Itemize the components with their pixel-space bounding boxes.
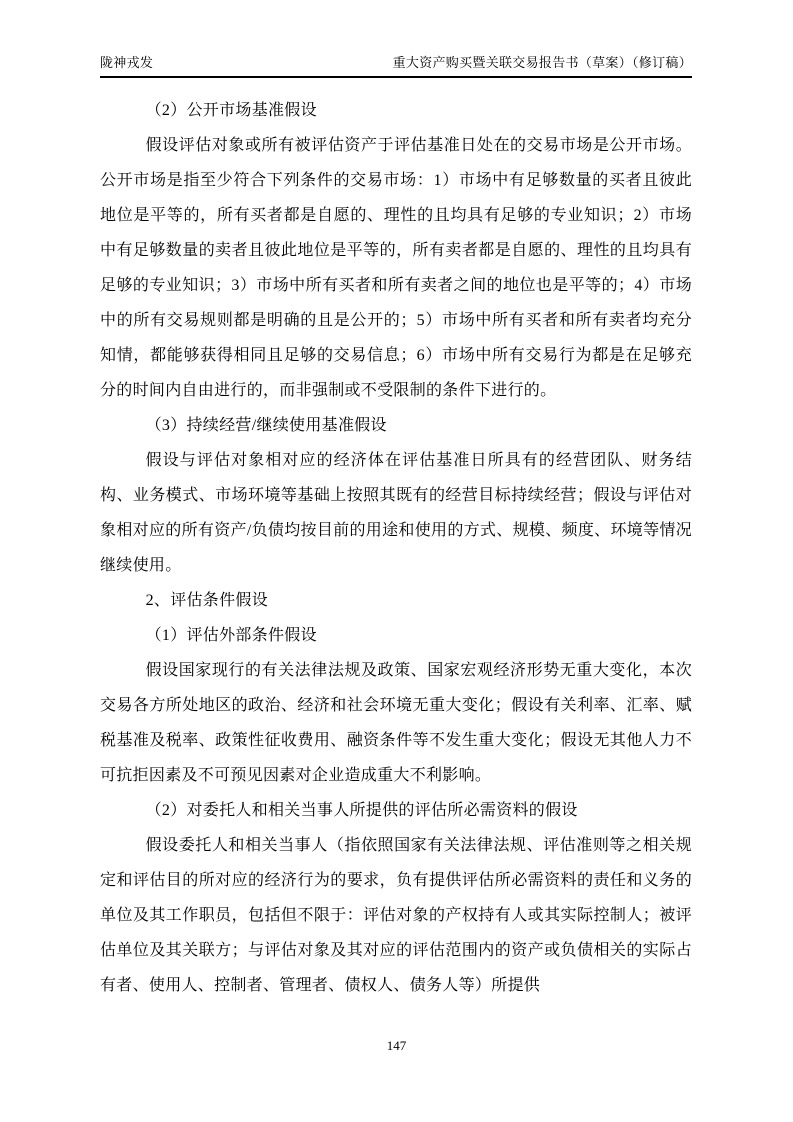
paragraph: 假设国家现行的有关法律法规及政策、国家宏观经济形势无重大变化，本次交易各方所处地区的政治、经济和社会环境无重大变化；假设有关利率、汇率、赋税基准及税率、政策性征收费用、融资条件等不发生重大变化；假设无其他人力不可抗拒因素及不可预见因素对企业造成重大不利影响。 [100, 662, 692, 784]
page-number: 147 [386, 1038, 407, 1053]
page-footer [0, 1038, 793, 1054]
header-company-name: 陇神戎发 [100, 55, 154, 70]
paragraph: 假设委托人和相关当事人（指依照国家有关法律法规、评估准则等之相关规定和评估目的所对应的经济行为的要求，负有提供评估所必需资料的责任和义务的单位及其工作职员，包括但不限于：评估对象的产权持有人或其实际控制人；被评估单位及其关联方；与评估对象及其对应的评估范围内的资产或负债相关的实际占有者、使用人、控制者、管理者、债权人、债务人等）所提供 [100, 837, 692, 994]
section-heading: （3）持续经营/继续使用基准假设 [145, 417, 387, 434]
header-report-title: 重大资产购买暨关联交易报告书（草案）（修订稿） [392, 55, 692, 70]
page-header [100, 52, 692, 78]
section-heading: （1）评估外部条件假设 [145, 627, 317, 644]
section-heading: （2）公开市场基准假设 [145, 102, 317, 119]
paragraph: 假设与评估对象相对应的经济体在评估基准日所具有的经营团队、财务结构、业务模式、市场环境等基础上按照其既有的经营目标持续经营；假设与评估对象相对应的所有资产/负债均按目前的用途和使用的方式、规模、频度、环境等情况继续使用。 [100, 452, 692, 574]
section-heading: 2、评估条件假设 [145, 592, 268, 609]
section-heading: （2）对委托人和相关当事人所提供的评估所必需资料的假设 [145, 802, 578, 819]
document-body [100, 93, 692, 1003]
paragraph: 假设评估对象或所有被评估资产于评估基准日处在的交易市场是公开市场。公开市场是指至少符合下列条件的交易市场：1）市场中有足够数量的买者且彼此地位是平等的，所有买者都是自愿的、理性的且均具有足够的专业知识；2）市场中有足够数量的卖者且彼此地位是平等的，所有卖者都是自愿的、理性的且均具有足够的专业知识；3）市场中所有买者和所有卖者之间的地位也是平等的；4）市场中的所有交易规则都是明确的且是公开的；5）市场中所有买者和所有卖者均充分知情，都能够获得相同且足够的交易信息；6）市场中所有交易行为都是在足够充分的时间内自由进行的，而非强制或不受限制的条件下进行的。 [100, 137, 692, 399]
